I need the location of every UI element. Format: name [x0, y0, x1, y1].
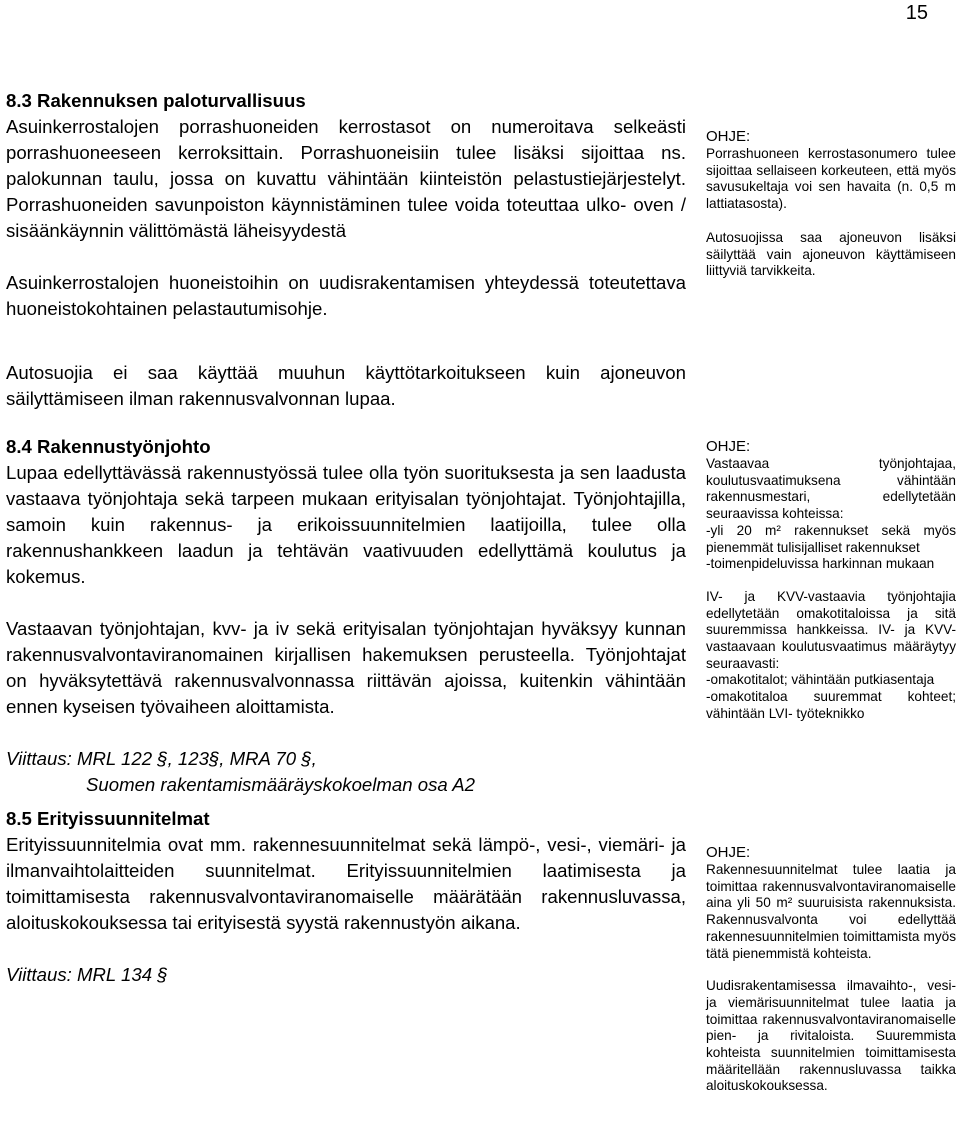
autosuoja-paragraph: Autosuojia ei saa käyttää muuhun käyttötarkoitukseen kuin ajoneuvon säilyttämiseen ilman rakennusvalvonnan lupaa.	[6, 362, 686, 409]
section-8-5-reference: Viittaus: MRL 134 §	[6, 964, 168, 985]
note-text-1: Vastaavaa työnjohtajaa, koulutusvaatimuksena vähintään rakennusmestari, edellytetään seuraavissa kohteissa:	[706, 456, 956, 522]
section-8-4	[6, 434, 686, 798]
note-text-2: Autosuojissa saa ajoneuvon lisäksi säilyttää vain ajoneuvon käyttämiseen liittyviä tarvikkeita.	[706, 229, 956, 279]
note-list-item: -omakotitalot; vähintään putkiasentaja	[706, 672, 935, 688]
section-8-5-note	[706, 844, 956, 1095]
note-label: OHJE:	[706, 128, 751, 145]
section-8-4-note	[706, 438, 956, 723]
section-8-3-heading: 8.3 Rakennuksen paloturvallisuus	[6, 90, 306, 111]
section-8-5-paragraph: Erityissuunnitelmia ovat mm. rakennesuunnitelmat sekä lämpö-, vesi-, viemäri- ja ilmanvaihtolaitteiden suunnitelmat. Erityissuunnitelmien laatimisesta ja toimittamisesta rakennusvalvontaviranomaiselle määrätään rakennusluvassa, aloituskokouksessa tai erityisestä syystä rakennustyön aikana.	[6, 834, 686, 933]
section-8-4-heading: 8.4 Rakennustyönjohto	[6, 436, 211, 457]
section-8-3-paragraph-2: Asuinkerrostalojen huoneistoihin on uudisrakentamisen yhteydessä toteutettava huoneistokohtainen pelastautumisohje.	[6, 272, 686, 319]
note-text-1: Porrashuoneen kerrostasonumero tulee sijoittaa sellaiseen korkeuteen, että myös savusukeltaja voi sen havaita (n. 0,5 m lattiatasosta).	[706, 146, 956, 212]
note-text-2: Uudisrakentamisessa ilmavaihto-, vesi- ja viemärisuunnitelmat tulee laatia ja toimittaa rakennusvalvontaviranomaiselle pien- ja rivitaloista. Suuremmista kohteista suunnitelmien toimittamisesta määritellään rakennusluvassa taikka aloituskokouksessa.	[706, 978, 956, 1094]
section-8-4-reference: Viittaus: MRL 122 §, 123§, MRA 70 §,	[6, 748, 317, 769]
note-label: OHJE:	[706, 438, 751, 455]
section-8-4-paragraph-1: Lupaa edellyttävässä rakennustyössä tulee olla työn suorituksesta ja sen laadusta vastaava työnjohtaja sekä tarpeen mukaan erityisalan työnjohtajat. Työnjohtajilla, samoin kuin rakennus- ja erikoissuunnitelmien laatijoilla, tulee olla rakennushankkeen laadun ja tehtävän vaativuuden edellyttämä koulutus ja kokemus.	[6, 462, 686, 587]
page-number: 15	[905, 2, 928, 24]
section-8-5-heading: 8.5 Erityissuunnitelmat	[6, 808, 210, 829]
note-text-2: IV- ja KVV-vastaavia työnjohtajia edellytetään omakotitaloissa ja sitä suuremmissa hankkeissa. IV- ja KVV- vastaavaan koulutusvaatimus määräytyy seuraavasti:	[706, 588, 956, 671]
note-list-item: -omakotitaloa suuremmat kohteet; vähintään LVI- työteknikko	[706, 689, 956, 721]
note-list-item: -yli 20 m² rakennukset sekä myös pienemmät tulisijalliset rakennukset	[706, 522, 956, 555]
section-8-3-paragraph-1: Asuinkerrostalojen porrashuoneiden kerrostasot on numeroitava selkeästi porrashuoneeseen kerroksittain. Porrashuoneisiin tulee lisäksi sijoittaa ns. palokunnan taulu, jossa on kuvattu vähintään kiinteistön pelastustiejärjestelyt. Porrashuoneiden savunpoiston käynnistäminen tulee voida toteuttaa ulko- oven / sisäänkäynnin välittömästä läheisyydestä	[6, 116, 686, 241]
section-8-3	[6, 88, 686, 322]
section-8-4-paragraph-2: Vastaavan työnjohtajan, kvv- ja iv sekä erityisalan työnjohtajan hyväksyy kunnan rakennusvalvontaviranomainen kirjallisen hakemuksen perusteella. Työnjohtajat on hyväksytettävä rakennusvalvonnassa riittävän ajoissa, kuitenkin vähintään ennen kyseisen työvaiheen aloittamista.	[6, 618, 686, 717]
note-label: OHJE:	[706, 844, 751, 861]
section-8-3-note	[706, 128, 956, 280]
note-list-item: -toimenpideluvissa harkinnan mukaan	[706, 556, 935, 572]
section-8-4-reference-2: Suomen rakentamismääräyskokoelman osa A2	[86, 774, 475, 795]
note-text-1: Rakennesuunnitelmat tulee laatia ja toimittaa rakennusvalvontaviranomaiselle aina yli 50 m² suuruisista rakennuksista. Rakennusvalvonta voi edellyttää rakennesuunnitelmien toimittamista myös tätä pienemmistä kohteista.	[706, 862, 956, 961]
section-8-5	[6, 806, 686, 988]
